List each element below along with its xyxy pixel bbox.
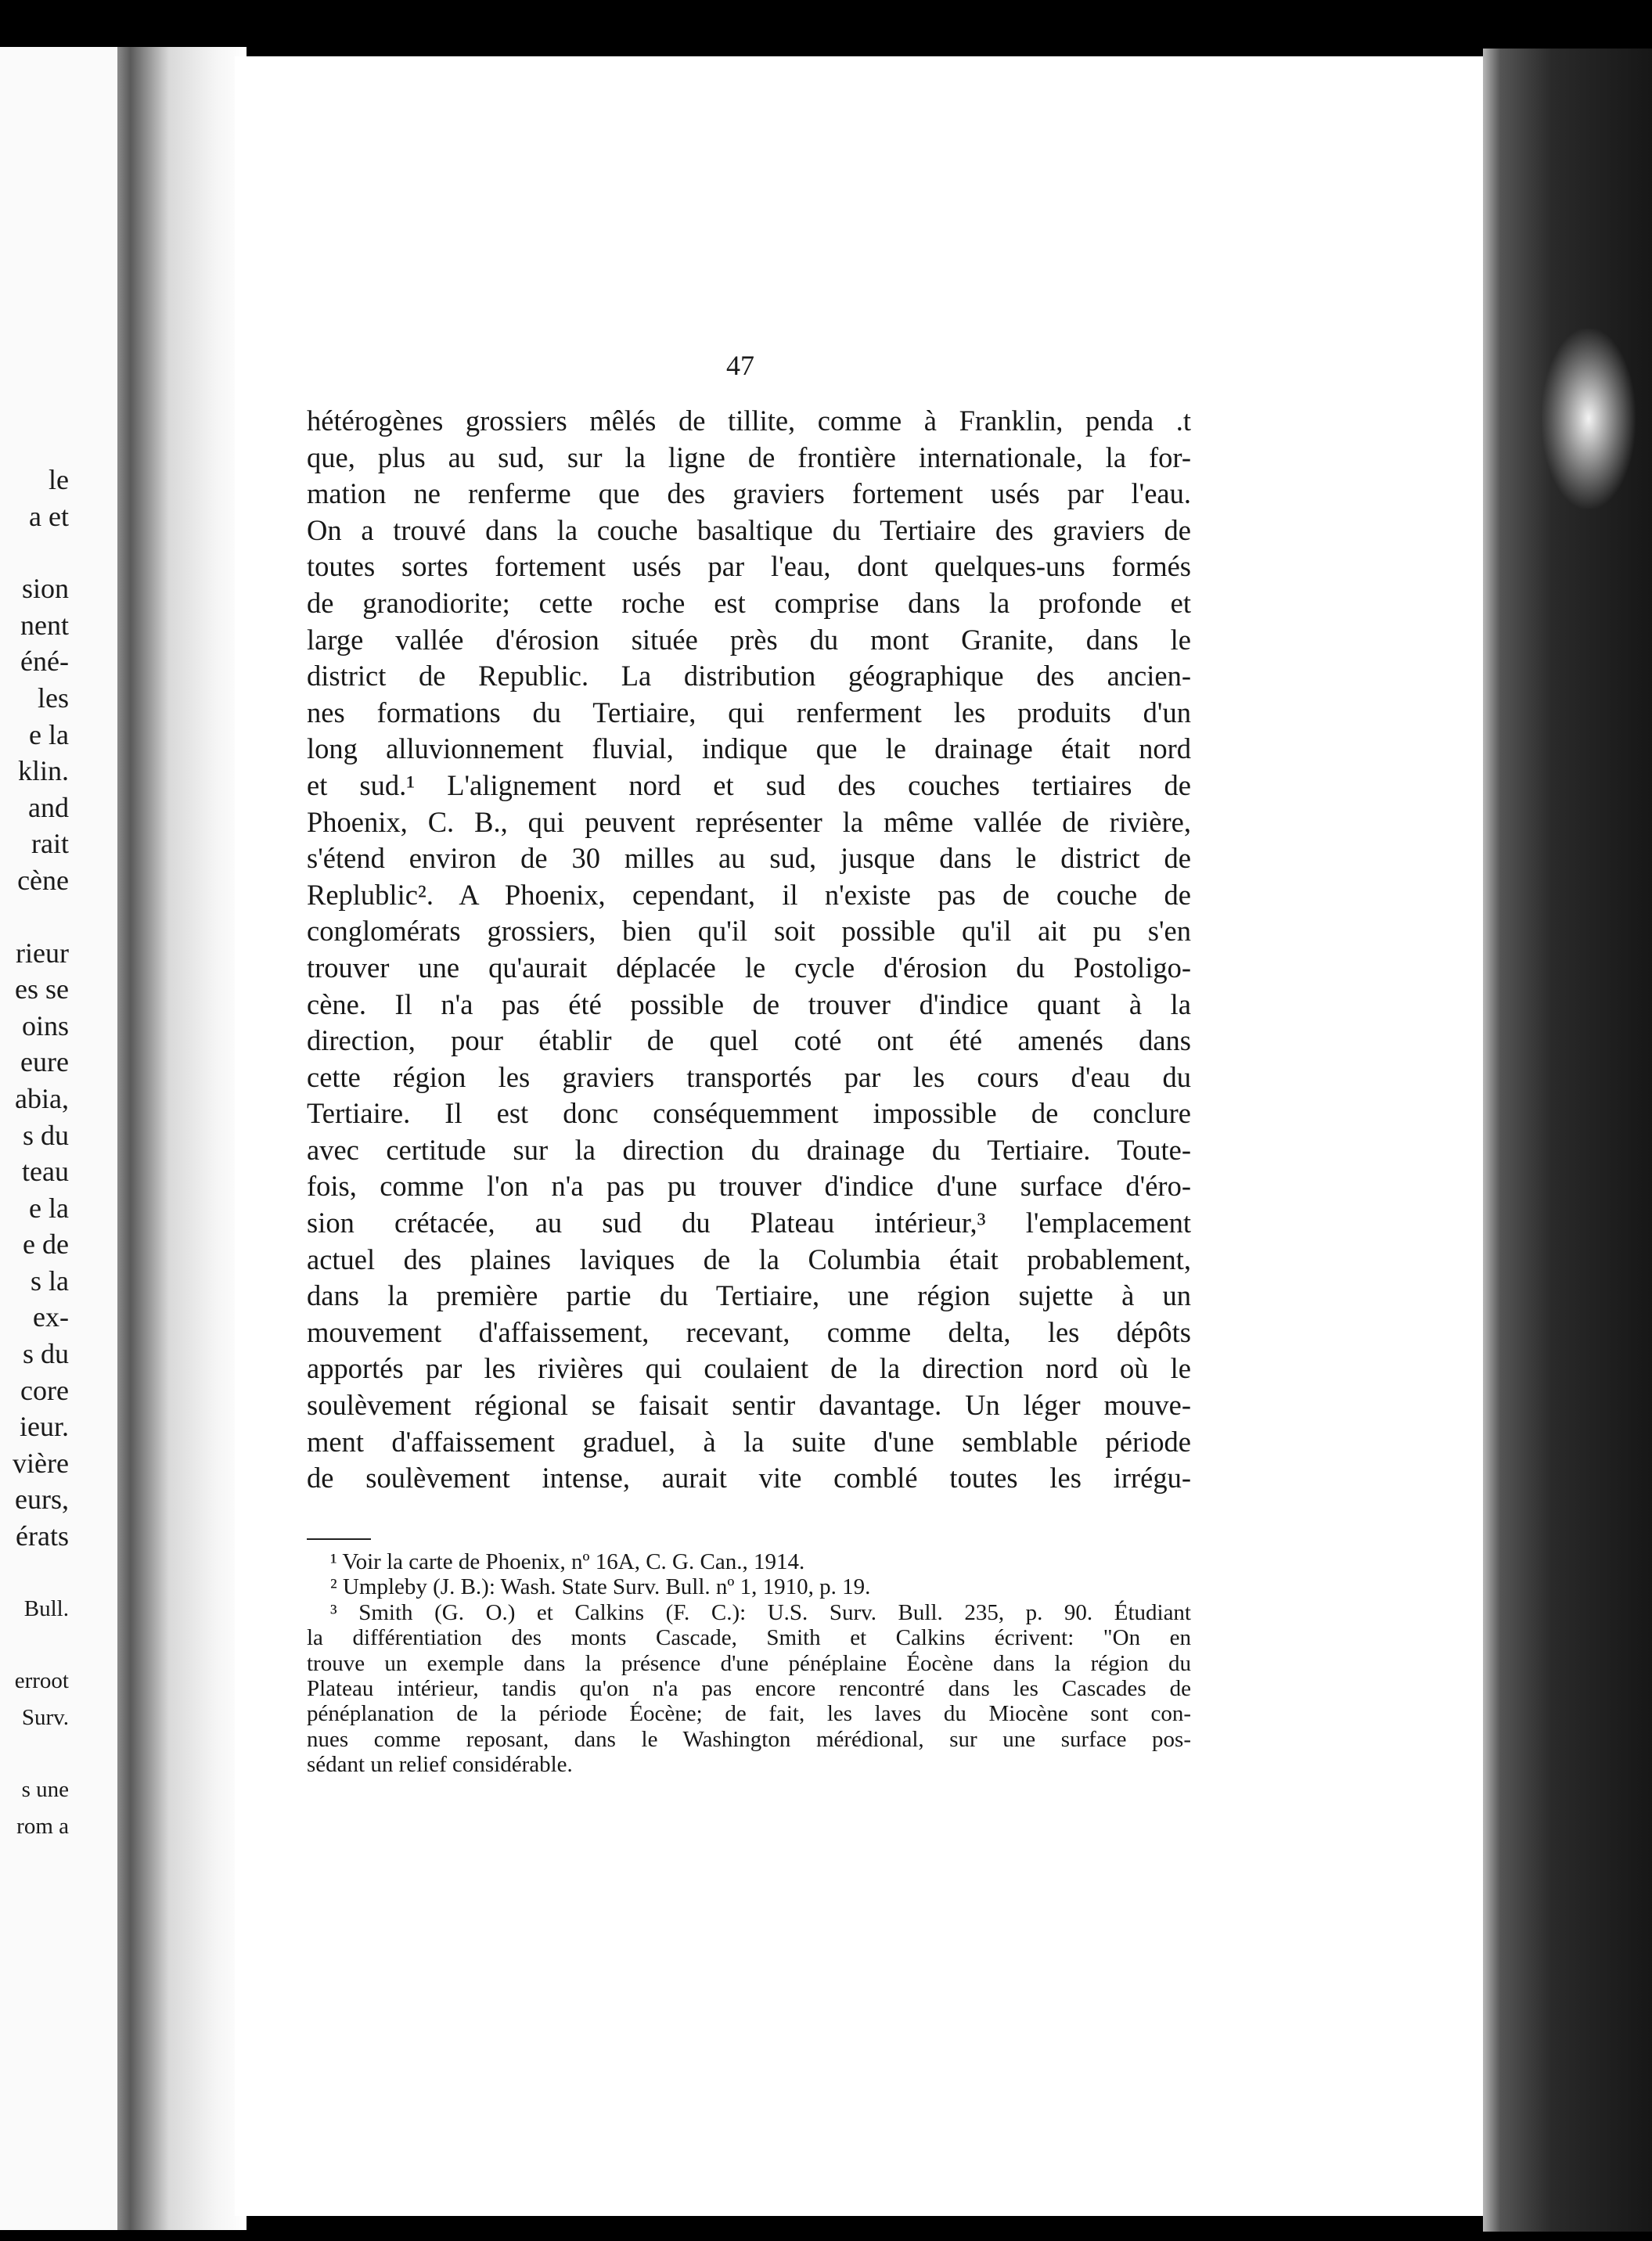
left-page-line-fragment: le [49,464,69,495]
paragraph-gap [13,1555,69,1591]
body-line: cène. Il n'a pas été possible de trouver d'indice quant à la [307,987,1191,1020]
footnote-line: pénéplanation de la période Éocène; de fait, les laves du Miocène sont con- [307,1701,1191,1727]
body-line: fois, comme l'on n'a pas pu trouver d'indice d'une surface d'éro- [307,1170,1191,1203]
body-line: On a trouvé dans la couche basaltique du Tertiaire des graviers de [307,513,1191,546]
left-page-line-fragment: a et [29,500,69,532]
footnote-line: la différentiation des monts Cascade, Smith et Calkins écrivent: "On en [307,1625,1191,1651]
left-page-line-fragment: e la [29,1192,69,1224]
body-line: sion crétacée, au sud du Plateau intérieur,³ l'emplacement [307,1207,1191,1239]
left-page-line-fragment: oins [21,1009,69,1041]
left-page-line-fragment: teau [22,1156,69,1188]
left-page-line-fragment: erroot [14,1668,69,1694]
body-line: apportés par les rivières qui coulaient de la direction nord où le [307,1352,1191,1385]
paragraph-gap [13,1627,69,1663]
left-page-line-fragment: rait [31,828,69,860]
body-line: mouvement d'affaissement, recevant, comme delta, les dépôts [307,1315,1191,1348]
body-line: s'étend environ de 30 milles au sud, jusque dans le district de [307,842,1191,875]
body-line: de soulèvement intense, aurait vite comblé toutes les irrégu- [307,1462,1191,1495]
footnote-rule [307,1538,371,1540]
left-page-line-fragment: s du [22,1119,69,1151]
paragraph-gap [13,534,69,570]
body-line: toutes sortes fortement usés par l'eau, dont quelques-uns formés [307,550,1191,583]
paragraph-gap [13,899,69,935]
left-page-line-fragment: rom a [16,1814,69,1839]
body-line: Phoenix, C. B., qui peuvent représenter la même vallée de rivière, [307,805,1191,838]
left-page-line-fragment: ex- [33,1301,69,1333]
body-line: cette région les graviers transportés par les cours d'eau du [307,1060,1191,1093]
body-line: large vallée d'érosion située près du mont Granite, dans le [307,623,1191,656]
footnote-line: Plateau intérieur, tandis qu'on n'a pas encore rencontré dans les Cascades de [307,1675,1191,1701]
left-page-line-fragment: les [38,682,69,714]
footnote-line: nues comme reposant, dans le Washington mérédional, sur une surface pos- [307,1726,1191,1752]
footnote-line: ² Umpleby (J. B.): Wash. State Surv. Bull. nº 1, 1910, p. 19. [330,1574,871,1600]
body-line: direction, pour établir de quel coté ont été amenés dans [307,1024,1191,1057]
left-page-line-fragment: éné- [20,646,69,678]
left-page-line-fragment: klin. [17,755,69,787]
body-line: Replublic². A Phoenix, cependant, il n'existe pas de couche de [307,878,1191,911]
left-page-line-fragment: es se [15,973,69,1005]
body-line: avec certitude sur la direction du drainage du Tertiaire. Toute- [307,1133,1191,1166]
body-line: actuel des plaines laviques de la Columbia était probablement, [307,1243,1191,1275]
body-text [307,403,1191,1497]
footnote-line: sédant un relief considérable. [307,1752,573,1778]
left-page-line-fragment: Surv. [21,1704,69,1730]
footnotes [307,1549,1191,1778]
footnote-line: ¹ Voir la carte de Phoenix, nº 16A, C. G. Can., 1914. [330,1549,805,1574]
body-line: nes formations du Tertiaire, qui renferment les produits d'un [307,696,1191,728]
body-line: soulèvement régional se faisait sentir davantage. Un léger mouve- [307,1389,1191,1422]
left-page-line-fragment: e de [23,1228,69,1261]
body-line: conglomérats grossiers, bien qu'il soit possible qu'il ait pu s'en [307,915,1191,948]
left-page-line-fragment: s du [22,1338,69,1370]
body-line: et sud.¹ L'alignement nord et sud des couches tertiaires de [307,768,1191,801]
left-page-line-fragment: Bull. [23,1595,69,1621]
page-number: 47 [726,350,754,381]
left-page-fragment [0,47,117,2230]
scan-glare [1542,329,1636,509]
left-page-line-fragment: eurs, [15,1484,69,1516]
left-page-line-fragment: nent [20,609,69,641]
body-line: ment d'affaissement graduel, à la suite d'une semblable période [307,1425,1191,1458]
body-line: hétérogènes grossiers mêlés de tillite, comme à Franklin, penda .t [307,405,1191,437]
left-page-line-fragment: sion [21,573,69,605]
body-line: que, plus au sud, sur la ligne de frontière internationale, la for- [307,441,1191,473]
left-page-text-fragments [13,462,69,1845]
left-page-line-fragment: e la [29,718,69,750]
body-line: district de Republic. La distribution géographique des ancien- [307,660,1191,692]
left-page-line-fragment: eure [20,1046,69,1078]
footnote-line: trouve un exemple dans la présence d'une pénéplaine Éocène dans la région du [307,1650,1191,1676]
body-line: de granodiorite; cette roche est comprise dans la profonde et [307,586,1191,619]
left-page-line-fragment: s la [31,1264,69,1297]
body-line: dans la première partie du Tertiaire, une région sujette à un [307,1279,1191,1312]
body-line: trouver une qu'aurait déplacée le cycle d'érosion du Postoligo- [307,951,1191,984]
left-page-line-fragment: rieur [16,937,69,969]
footnote-line: ³ Smith (G. O.) et Calkins (F. C.): U.S. Surv. Bull. 235, p. 90. Étudiant [330,1599,1191,1625]
paragraph-gap [13,1736,69,1772]
left-page-line-fragment: and [28,791,69,823]
book-gutter-shadow [117,47,247,2230]
left-page-line-fragment: érats [16,1520,69,1552]
body-line: mation ne renferme que des graviers fortement usés par l'eau. [307,477,1191,510]
left-page-line-fragment: core [20,1374,69,1406]
left-page-line-fragment: ieur. [20,1411,69,1443]
left-page-line-fragment: s une [21,1777,69,1803]
left-page-line-fragment: cène [17,864,69,896]
left-page-line-fragment: vière [13,1447,69,1479]
body-line: long alluvionnement fluvial, indique que le drainage était nord [307,732,1191,765]
body-line: Tertiaire. Il est donc conséquemment impossible de conclure [307,1097,1191,1130]
left-page-line-fragment: abia, [15,1082,69,1114]
